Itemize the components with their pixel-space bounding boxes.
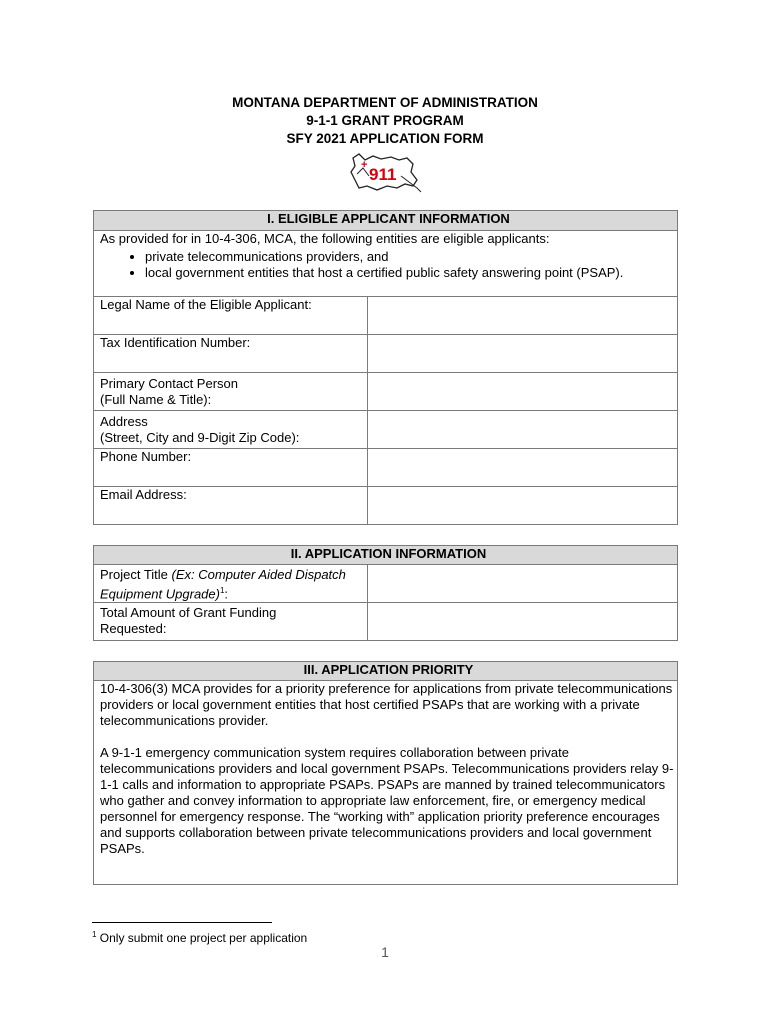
primary-contact-field[interactable]: [367, 373, 677, 411]
tax-id-field[interactable]: [367, 335, 677, 373]
phone-label: Phone Number:: [94, 449, 368, 487]
grant-funding-label: Total Amount of Grant Funding Requested:: [94, 603, 368, 641]
header-program: 9-1-1 GRANT PROGRAM: [306, 113, 464, 128]
email-label: Email Address:: [94, 487, 368, 525]
svg-text:+: +: [361, 159, 368, 171]
application-priority-table: [93, 661, 678, 885]
section2-heading: II. APPLICATION INFORMATION: [94, 546, 678, 565]
eligibility-intro-text: As provided for in 10-4-306, MCA, the following entities are eligible applicants:: [100, 231, 550, 246]
legal-name-label: Legal Name of the Eligible Applicant:: [94, 297, 368, 335]
phone-field[interactable]: [367, 449, 677, 487]
header-form-title: SFY 2021 APPLICATION FORM: [286, 131, 484, 146]
priority-paragraph-2: A 9-1-1 emergency communication system requires collaboration between private telecommunications providers and local government PSAPs. Telecommunications providers relay 9-1-1 calls and information to appropriate PSAPs. PSAPs are manned by trained telecommunicators who gather and convey information to appropriate law enforcement, fire, or emergency medical personnel for emergency response. The “working with” application priority preference encourages and supports collaboration between private telecommunications providers and local government PSAPs.: [100, 745, 674, 856]
tax-id-label: Tax Identification Number:: [94, 335, 368, 373]
project-title-label: Project Title (Ex: Computer Aided Dispatch Equipment Upgrade)$^1$:: [94, 565, 368, 603]
email-field[interactable]: [367, 487, 677, 525]
legal-name-field[interactable]: [367, 297, 677, 335]
footnote-divider: [92, 922, 272, 923]
footnote: $^1$ Only submit one project per application: [92, 930, 308, 945]
logo-text: 911: [369, 165, 397, 184]
section1-heading: I. ELIGIBLE APPLICANT INFORMATION: [94, 211, 678, 231]
section3-heading: III. APPLICATION PRIORITY: [94, 662, 678, 681]
montana-911-logo-icon: [347, 150, 423, 194]
application-information-table: [93, 545, 678, 641]
eligible-applicant-table: [93, 210, 678, 525]
list-item: • private telecommunications providers, and: [145, 249, 677, 265]
eligibility-list: [100, 249, 677, 281]
header-agency: MONTANA DEPARTMENT OF ADMINISTRATION: [232, 95, 538, 110]
section1-intro: [94, 231, 678, 297]
address-label: Address (Street, City and 9-Digit Zip Code):: [94, 411, 368, 449]
document-header: [0, 94, 770, 148]
address-field[interactable]: [367, 411, 677, 449]
primary-contact-label: Primary Contact Person (Full Name & Title):: [94, 373, 368, 411]
project-title-field[interactable]: [367, 565, 677, 603]
grant-funding-field[interactable]: [367, 603, 677, 641]
list-item: • local government entities that host a certified public safety answering point (PSAP).: [145, 265, 677, 281]
priority-description: [94, 681, 678, 885]
page-number: 1: [381, 944, 389, 960]
priority-paragraph-1: 10-4-306(3) MCA provides for a priority preference for applications from private telecommunications providers or local government entities that host certified PSAPs that are working with a private telecommunications provider.: [100, 681, 673, 728]
